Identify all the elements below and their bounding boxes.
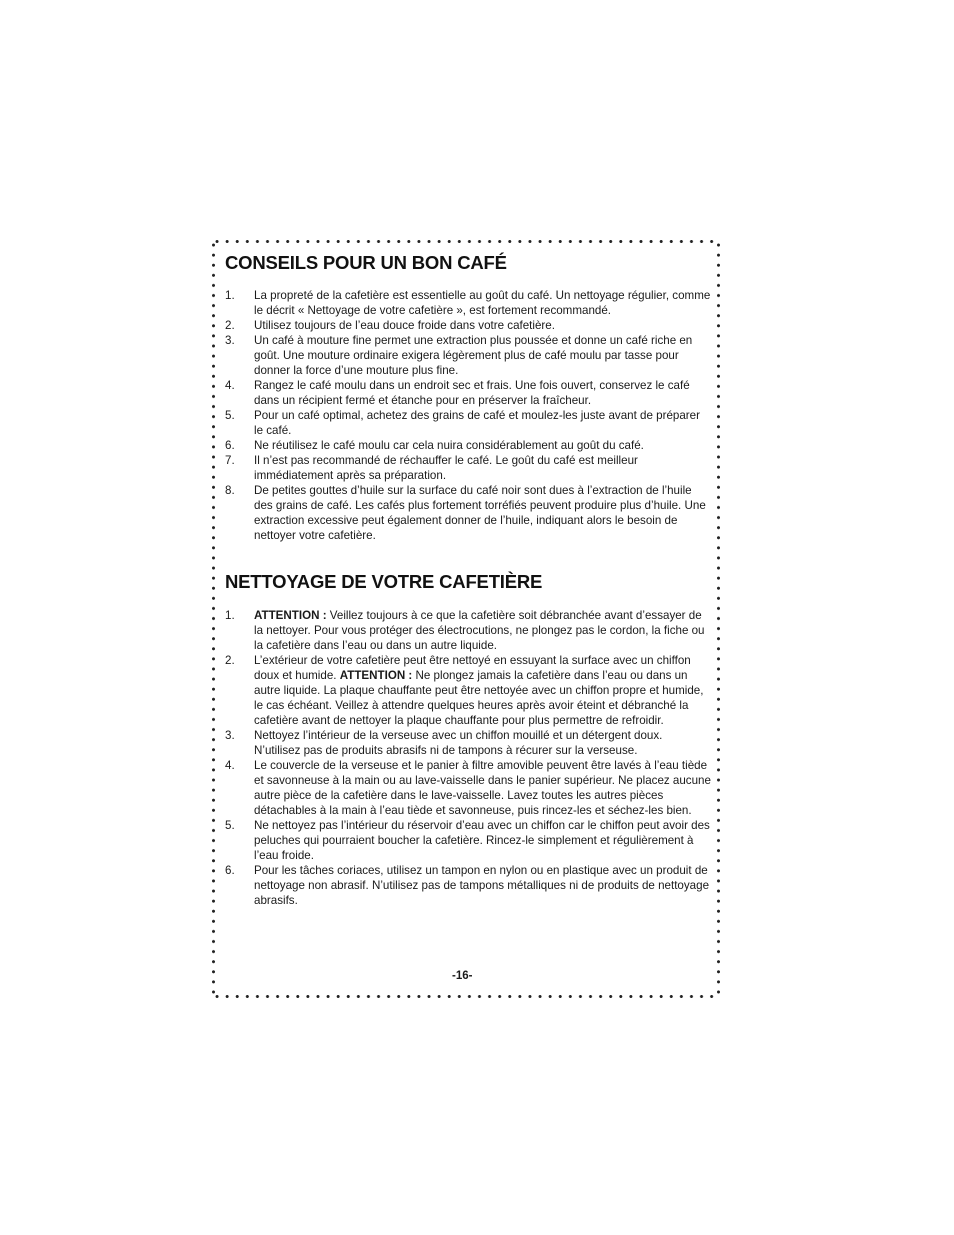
list-item <box>225 653 711 728</box>
item-text: Nettoyez l’intérieur de la verseuse avec un chiffon mouillé et un détergent doux. N’utilisez pas de produits abrasifs ni de tampons à récurer sur la verseuse. <box>254 729 663 757</box>
list-item <box>225 333 711 378</box>
attention-label: ATTENTION : <box>254 609 327 622</box>
item-text: Il n’est pas recommandé de réchauffer le café. Le goût du café est meilleur immédiatement après sa préparation. <box>254 454 638 482</box>
item-text: L’extérieur de votre cafetière peut être nettoyé en essuyant la surface avec un chiffon doux et humide. ATTENTION : Ne plongez jamais la cafetière dans l’eau ou dans un autre liquide. La plaque chauffante peut être nettoyée avec un chiffon propre et humide, le cas échéant. Veillez à attendre quelques heures après avoir éteint et débranché la cafetière avant de nettoyer la plaque chauffante pour plus permettre de refroidir. <box>254 654 704 727</box>
list-item <box>225 318 711 333</box>
list-item <box>225 453 711 483</box>
item-text: Ne réutilisez le café moulu car cela nuira considérablement au goût du café. <box>254 439 644 452</box>
item-number: 4. <box>225 759 235 772</box>
border-left <box>212 240 215 998</box>
list-item <box>225 438 711 453</box>
item-number: 2. <box>225 319 235 332</box>
list-item <box>225 608 711 653</box>
item-number: 5. <box>225 409 235 422</box>
list-item <box>225 818 711 863</box>
border-right <box>717 240 720 998</box>
list-item <box>225 758 711 818</box>
list-item <box>225 378 711 408</box>
conseils-list <box>225 288 711 543</box>
list-item <box>225 408 711 438</box>
item-text: Rangez le café moulu dans un endroit sec et frais. Une fois ouvert, conservez le café dans un récipient fermé et étanche pour en préserver la fraîcheur. <box>254 379 690 407</box>
item-text: La propreté de la cafetière est essentielle au goût du café. Un nettoyage régulier, comme le décrit « Nettoyage de votre cafetière », est fortement recommandé. <box>254 289 711 317</box>
item-text: Un café à mouture fine permet une extraction plus poussée et donne un café riche en goût. Une mouture ordinaire exigera légèrement plus de café moulu par tasse pour donner la force d’une mouture plus fine. <box>254 334 693 377</box>
attention-label: ATTENTION : <box>339 669 413 682</box>
page-number: -16- <box>452 970 473 982</box>
item-text: Pour un café optimal, achetez des grains de café et moulez-les juste avant de préparer le café. <box>254 409 700 437</box>
list-item <box>225 288 711 318</box>
list-item <box>225 863 711 908</box>
border-bottom <box>212 995 720 998</box>
section-title-nettoyage: NETTOYAGE DE VOTRE CAFETIÈRE <box>225 571 543 592</box>
item-number: 1. <box>225 289 235 302</box>
item-number: 6. <box>225 864 235 877</box>
item-number: 2. <box>225 654 235 667</box>
item-number: 7. <box>225 454 235 467</box>
item-number: 5. <box>225 819 235 832</box>
item-text: Ne nettoyez pas l’intérieur du réservoir d’eau avec un chiffon car le chiffon peut avoir des peluches qui pourraient boucher la cafetière. Rincez-le simplement et régulièrement à l’eau froide. <box>254 819 710 862</box>
item-text: De petites gouttes d’huile sur la surface du café noir sont dues à l’extraction de l’huile des grains de café. Les cafés plus fortement torréfiés peuvent produire plus d’huile. Une extraction excessive peut également donner de l’huile, indiquant alors le besoin de nettoyer votre cafetière. <box>254 484 706 542</box>
item-number: 3. <box>225 334 235 347</box>
item-text: Pour les tâches coriaces, utilisez un tampon en nylon ou en plastique avec un produit de nettoyage non abrasif. N’utilisez pas de tampons métalliques ni de produits de nettoyage abrasifs. <box>254 864 710 907</box>
item-number: 3. <box>225 729 235 742</box>
item-number: 4. <box>225 379 235 392</box>
border-top <box>212 240 720 243</box>
list-item <box>225 483 711 543</box>
item-number: 1. <box>225 609 235 622</box>
list-item <box>225 728 711 758</box>
item-number: 8. <box>225 484 235 497</box>
item-number: 6. <box>225 439 235 452</box>
item-text: Utilisez toujours de l’eau douce froide dans votre cafetière. <box>254 319 555 332</box>
nettoyage-list <box>225 608 711 908</box>
section-title-conseils: CONSEILS POUR UN BON CAFÉ <box>225 252 507 273</box>
item-text: Le couvercle de la verseuse et le panier à filtre amovible peuvent être lavés à l’eau tiède et savonneuse à la main ou au lave-vaisselle dans le panier supérieur. Ne placez aucune autre pièce de la cafetière dans le lave-vaisselle. Lavez toutes les autres pièces détachables à la main à l’eau tiède et savonneuse, puis rincez-les et séchez-les bien. <box>254 759 711 817</box>
item-text: ATTENTION : Veillez toujours à ce que la cafetière soit débranchée avant d’essayer de la nettoyer. Pour vous protéger des électrocutions, ne plongez pas le cordon, la fiche ou la cafetière dans l’eau ou dans un autre liquide. <box>254 609 705 652</box>
